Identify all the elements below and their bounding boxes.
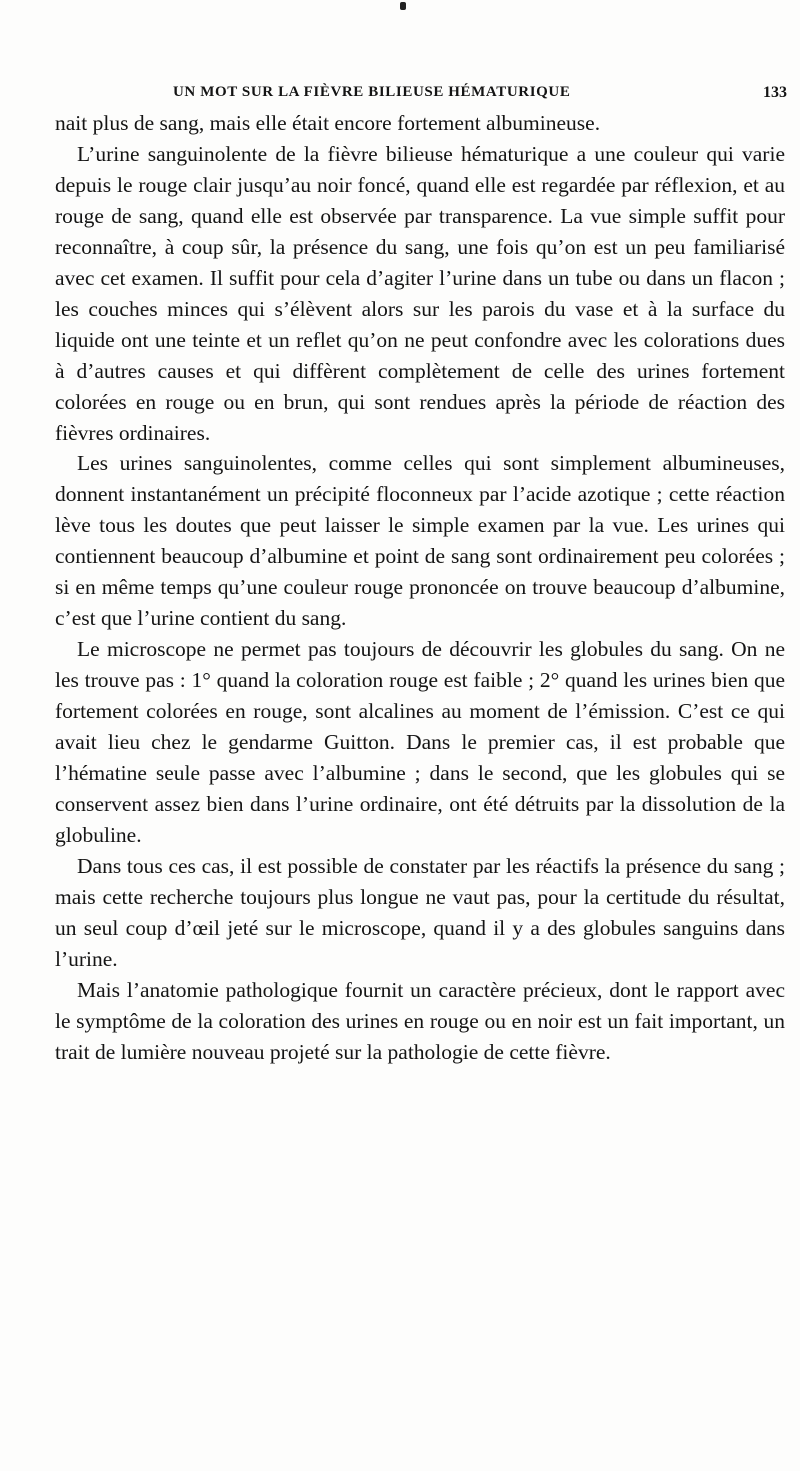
page-header <box>55 84 795 108</box>
paragraph-reagents: Dans tous ces cas, il est possible de constater par les réactifs la présence du sang ; mais cette recherche toujours plus longue ne vaut pas, pour la certitude du résultat, un seul coup d’œil jeté sur le microscope, quand il y a des globules sanguins dans l’urine. <box>55 853 785 971</box>
paragraph-anatomy: Mais l’anatomie pathologique fournit un caractère précieux, dont le rapport avec le symptôme de la coloration des urines en rouge ou en noir est un fait important, un trait de lumière nouveau projeté sur la pathologie de cette fièvre. <box>55 977 785 1064</box>
page-number: 133 <box>763 84 787 101</box>
paragraph-continued: nait plus de sang, mais elle était encore fortement albumineuse. <box>55 111 601 135</box>
running-title: UN MOT SUR LA FIÈVRE BILIEUSE HÉMATURIQUE <box>173 84 571 100</box>
paragraph-urine-color: L’urine sanguinolente de la fièvre bilieuse hématurique a une couleur qui varie depuis le rouge clair jusqu’au noir foncé, quand elle est regardée par réflexion, et au rouge de sang, quand elle est observée par transparence. La vue simple suffit pour reconnaître, à coup sûr, la présence du sang, une fois qu’on est un peu familiarisé avec cet examen. Il suffit pour cela d’agiter l’urine dans un tube ou dans un flacon ; les couches minces qui s’élèvent alors sur les parois du vase et à la surface du liquide ont une teinte et un reflet qu’on ne peut confondre avec les colorations dues à d’autres causes et qui diffèrent complètement de celle des urines fortement colorées en rouge ou en brun, qui sont rendues après la période de réaction des fièvres ordinaires. <box>55 141 785 445</box>
body-text <box>55 108 785 1068</box>
printing-mark <box>400 2 406 10</box>
paragraph-albumin-test: Les urines sanguinolentes, comme celles qui sont simplement albumineuses, donnent instantanément un précipité floconneux par l’acide azotique ; cette réaction lève tous les doutes que peut laisser le simple examen par la vue. Les urines qui contiennent beaucoup d’albumine et point de sang sont ordinairement peu colorées ; si en même temps qu’une couleur rouge prononcée on trouve beaucoup d’albumine, c’est que l’urine contient du sang. <box>55 451 785 631</box>
paragraph-microscope: Le microscope ne permet pas toujours de découvrir les globules du sang. On ne les trouve pas : 1° quand la coloration rouge est faible ; 2° quand les urines bien que fortement colorées en rouge, sont alcalines au moment de l’émission. C’est ce qui avait lieu chez le gendarme Guitton. Dans le premier cas, il est probable que l’hématine seule passe avec l’albumine ; dans le second, que les globules qui se conservent assez bien dans l’urine ordinaire, ont été détruits par la dissolution de la globuline. <box>55 637 785 847</box>
